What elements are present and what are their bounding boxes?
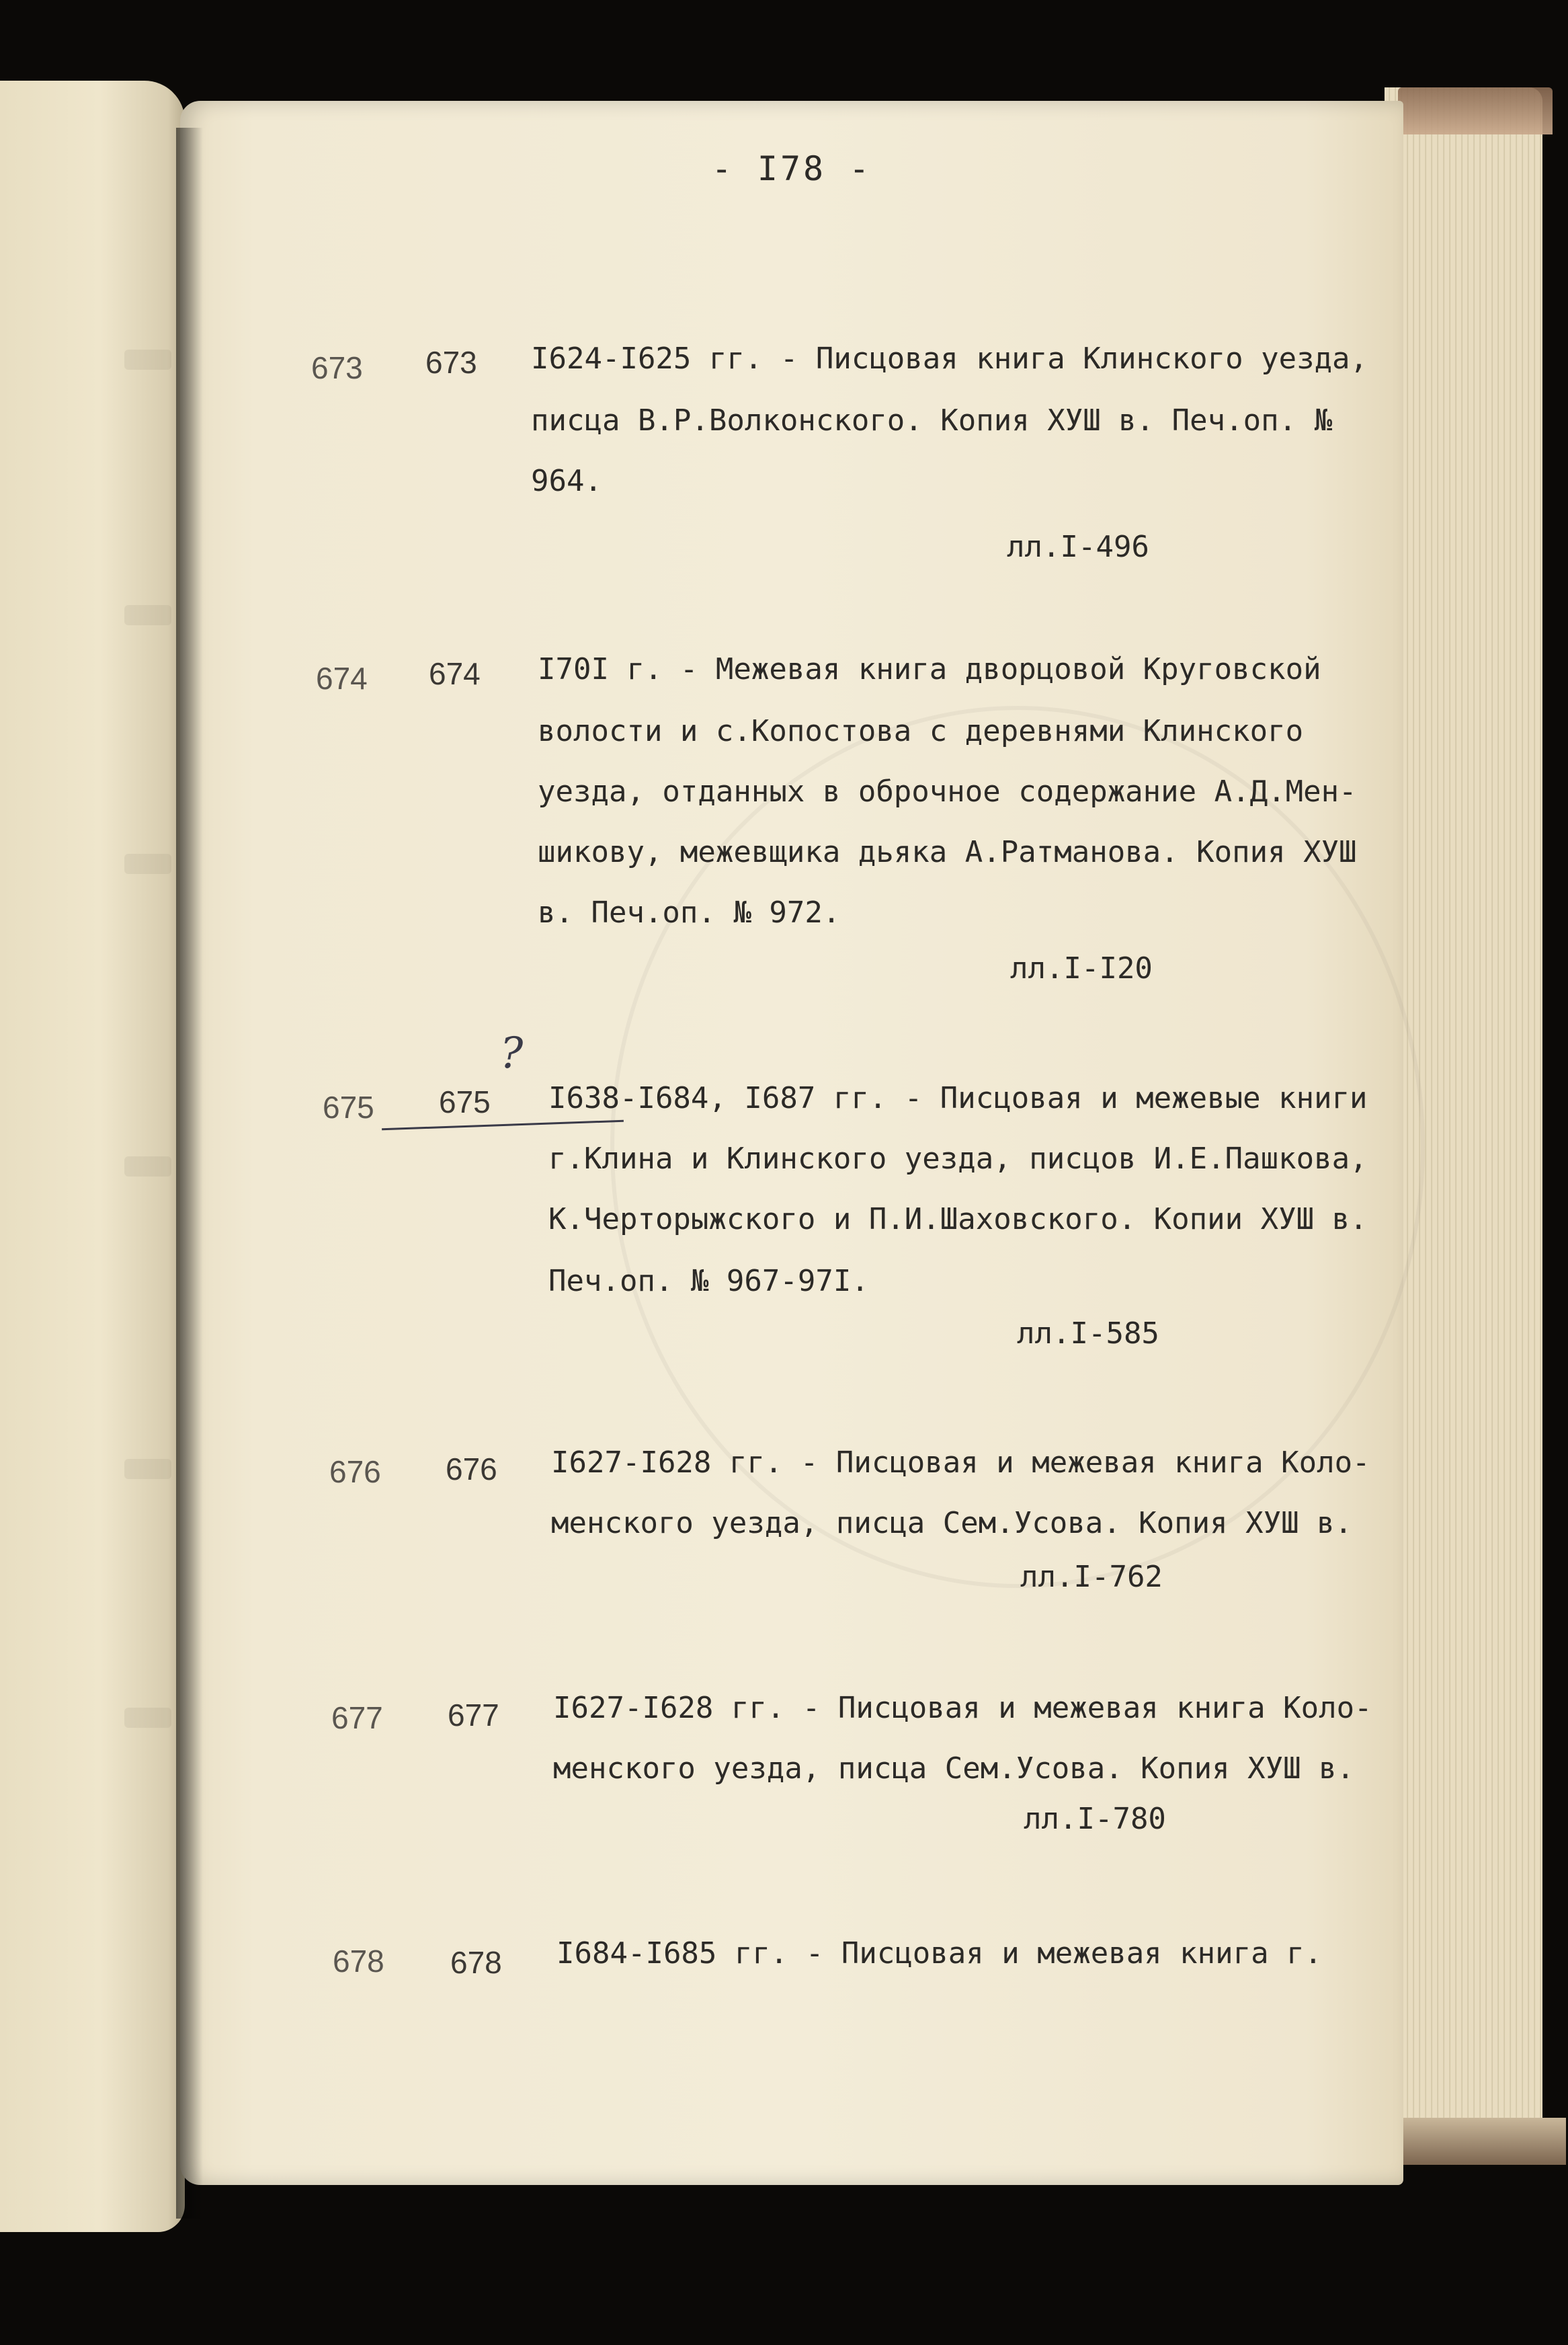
entry-number-old: 677 [331, 1700, 383, 1735]
bleed-through-mark [124, 1156, 171, 1177]
entry-text-line: волости и с.Копостова с деревнями Клинского [538, 714, 1304, 748]
document-page [180, 101, 1403, 2185]
bleed-through-mark [124, 1708, 171, 1728]
cover-bottom [1385, 2118, 1566, 2165]
sheet-range: лл.I-I20 [1010, 951, 1153, 986]
sheet-range: лл.I-496 [1007, 530, 1149, 564]
entry-number-old: 678 [333, 1944, 384, 1979]
sheet-range: лл.I-780 [1024, 1802, 1166, 1836]
entry-text-line: г.Клина и Клинского уезда, писцов И.Е.Пашкова, [548, 1142, 1368, 1176]
entry-text-line: I627-I628 гг. - Писцовая и межевая книга Коло- [551, 1445, 1370, 1480]
entry-text-line: I624-I625 гг. - Писцовая книга Клинского уезда, [531, 342, 1368, 376]
entry-number-new: 673 [425, 345, 477, 380]
bleed-through-mark [124, 605, 171, 625]
handwritten-question-mark: ? [500, 1029, 524, 1078]
entry-number-new: 677 [448, 1698, 499, 1733]
entry-number-new: 675 [439, 1084, 491, 1119]
bleed-through-mark [124, 350, 171, 370]
bleed-through-mark [124, 1459, 171, 1479]
entry-text-line: уезда, отданных в оброчное содержание А.Д.Мен- [538, 774, 1357, 809]
entry-number-old: 674 [316, 661, 368, 696]
entry-number-new: 674 [429, 656, 481, 691]
entry-text-line: менского уезда, писца Сем.Усова. Копия ХУШ в. [551, 1506, 1353, 1540]
bleed-through-mark [124, 854, 171, 874]
sheet-range: лл.I-585 [1017, 1316, 1159, 1351]
entry-number-new: 678 [450, 1945, 502, 1980]
entry-text-line: I70I г. - Межевая книга дворцовой Круговской [538, 652, 1321, 686]
page-number: - I78 - [711, 149, 872, 188]
entry-text-line: менского уезда, писца Сем.Усова. Копия ХУШ в. [553, 1751, 1355, 1786]
entry-text-line: шикову, межевщика дьяка А.Ратманова. Копия ХУШ [538, 835, 1357, 869]
left-page [0, 81, 185, 2232]
entry-text-line: К.Черторыжского и П.И.Шаховского. Копии ХУШ в. [548, 1202, 1368, 1236]
cover-edge [1398, 87, 1553, 134]
entry-text-line: I684-I685 гг. - Писцовая и межевая книга г. [556, 1936, 1323, 1971]
entry-text-line: I627-I628 гг. - Писцовая и межевая книга Коло- [553, 1691, 1372, 1725]
binding-gutter-shadow [176, 128, 203, 2219]
sheet-range: лл.I-762 [1020, 1560, 1163, 1594]
entry-text-line: Печ.оп. № 967-97I. [548, 1264, 869, 1298]
entry-number-old: 675 [323, 1090, 374, 1125]
handwritten-underline [382, 1120, 624, 1131]
entry-number-old: 673 [311, 350, 363, 385]
entry-text-line: в. Печ.оп. № 972. [538, 896, 841, 930]
entry-number-old: 676 [329, 1454, 381, 1489]
entry-text-line: 964. [531, 464, 602, 498]
entry-text-line: писца В.Р.Волконского. Копия ХУШ в. Печ.оп. № [531, 403, 1333, 438]
entry-text-line: I638-I684, I687 гг. - Писцовая и межевые книги [548, 1081, 1368, 1115]
entry-number-new: 676 [446, 1452, 497, 1486]
